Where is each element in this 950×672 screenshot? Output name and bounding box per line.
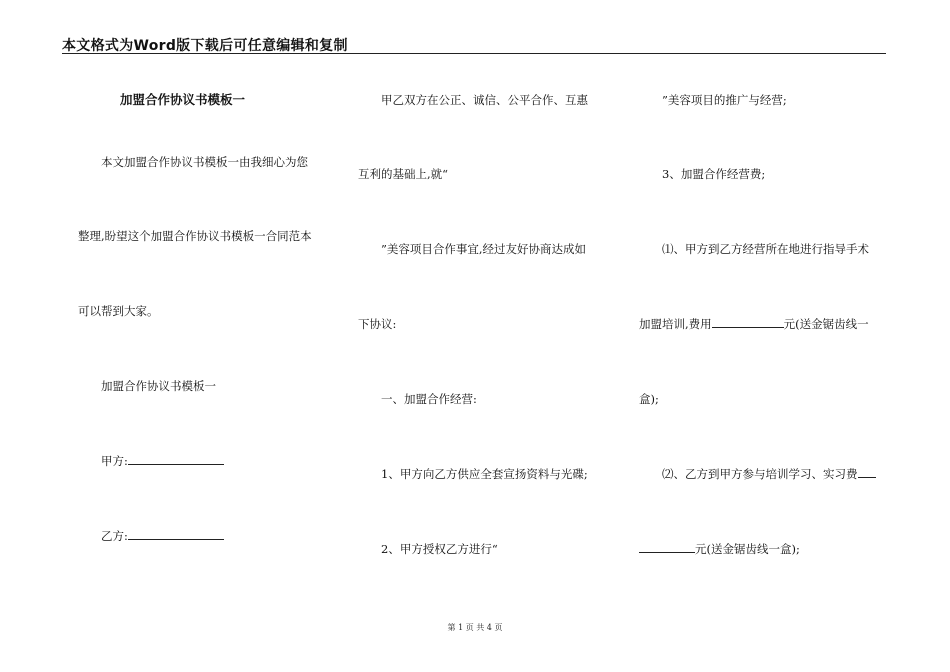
party-a-line	[101, 454, 224, 468]
header-title: 本文格式为Word版下载后可任意编辑和复制	[62, 38, 348, 54]
col3-line-6	[662, 467, 876, 481]
col2-line-6: 1、甲方向乙方供应全套宣扬资料与光碟;	[381, 467, 588, 481]
col3-line-7	[639, 542, 800, 556]
party-b-line	[101, 529, 224, 543]
training-fee-note: 元(送金锯齿线一盒);	[695, 542, 800, 556]
col2-line-3: ”美容项目合作事宜,经过友好协商达成如	[381, 242, 587, 256]
col2-line-7: 2、甲方授权乙方进行“	[381, 542, 498, 556]
party-a-label: 甲方:	[101, 454, 128, 468]
party-a-blank	[128, 454, 224, 465]
intro-line-2: 整理,盼望这个加盟合作协议书模板一合同范本	[78, 229, 312, 243]
col3-line-5: 盒);	[639, 392, 659, 406]
training-fee-blank-a	[858, 467, 876, 478]
page-header	[62, 33, 886, 54]
col3-line-4	[639, 317, 869, 331]
col2-line-2: 互利的基础上,就“	[358, 167, 449, 181]
col2-line-5: 一、加盟合作经营:	[381, 392, 477, 406]
intro-line-3: 可以帮到大家。	[78, 304, 159, 318]
fee-blank	[712, 317, 784, 328]
col2-line-4: 下协议:	[358, 317, 397, 331]
col3-line-2: 3、加盟合作经营费;	[662, 167, 766, 181]
training-fee-blank-b	[639, 542, 695, 553]
document-title: 加盟合作协议书模板一	[120, 92, 246, 107]
fee-note: 元(送金锯齿线一	[783, 317, 869, 331]
fee-label: 加盟培训,费用	[639, 317, 712, 331]
intro-line-1: 本文加盟合作协议书模板一由我细心为您	[101, 155, 308, 169]
col2-line-1: 甲乙双方在公正、诚信、公平合作、互惠	[381, 93, 588, 107]
section-subtitle: 加盟合作协议书模板一	[101, 379, 216, 393]
col3-line-1: ”美容项目的推广与经营;	[662, 93, 787, 107]
col3-line-3: ⑴、甲方到乙方经营所在地进行指导手术	[662, 242, 869, 256]
training-fee-label: ⑵、乙方到甲方参与培训学习、实习费	[662, 467, 858, 481]
page-number: 第 1 页 共 4 页	[447, 623, 503, 632]
party-b-label: 乙方:	[101, 529, 128, 543]
party-b-blank	[128, 529, 224, 540]
page-footer	[0, 622, 950, 633]
